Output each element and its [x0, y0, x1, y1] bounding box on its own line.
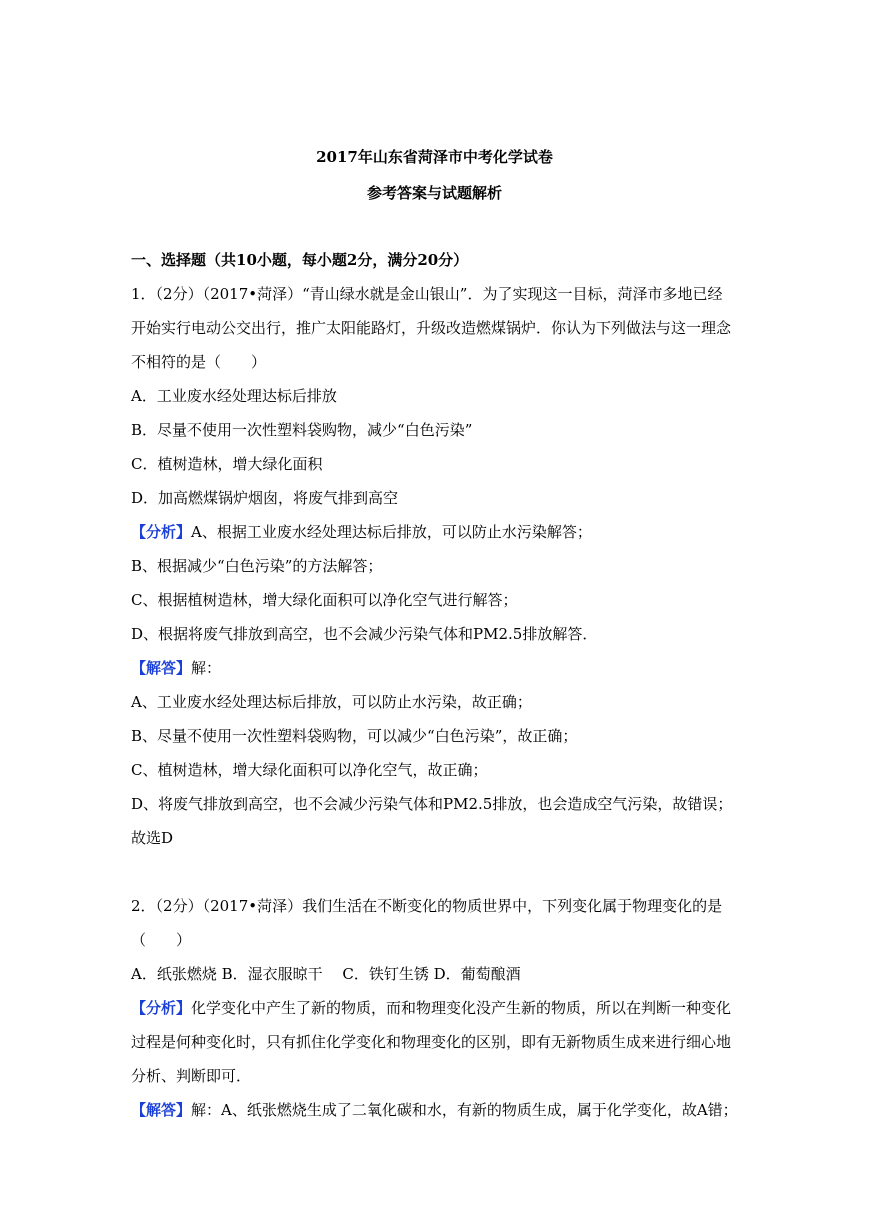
- q2-answer-text-1: 解：A、纸张燃烧生成了二氧化碳和水，有新的物质生成，属于化学变化，故A错；: [191, 1101, 738, 1119]
- q1-conclusion: 故选D: [131, 829, 174, 847]
- q2-analysis-text-1: 化学变化中产生了新的物质，而和物理变化没产生新的物质，所以在判断一种变化: [191, 999, 732, 1017]
- q1-analysis-tag: 【分析】: [131, 523, 192, 541]
- q1-option-d: D．加高燃煤锅炉烟囱，将废气排到高空: [131, 489, 399, 507]
- q1-stem-line-3: 不相符的是（ ）: [131, 353, 267, 371]
- q1-option-a: A．工业废水经处理达标后排放: [131, 387, 337, 405]
- q1-answer-line-3: C、植树造林，增大绿化面积可以净化空气，故正确；: [131, 761, 488, 779]
- q2-answer-line-1: [131, 1100, 741, 1120]
- section-heading: 一、选择题（共10小题，每小题2分，满分20分）: [131, 251, 469, 269]
- q1-answer-line-4: D、将废气排放到高空，也不会减少污染气体和PM2.5排放，也会造成空气污染，故错误；: [131, 795, 733, 813]
- q2-analysis-line-3: 分析、判断即可．: [131, 1067, 252, 1085]
- q1-analysis-text-1: A、根据工业废水经处理达标后排放，可以防止水污染解答；: [191, 523, 592, 541]
- q1-answer-lead: 解：: [191, 659, 222, 677]
- q1-analysis-line-4: D、根据将废气排放到高空，也不会减少污染气体和PM2.5排放解答．: [131, 625, 598, 643]
- q1-answer-header: [131, 658, 741, 678]
- document-title: 2017年山东省菏泽市中考化学试卷: [316, 148, 553, 166]
- document-subtitle: 参考答案与试题解析: [366, 184, 502, 202]
- q2-options: A．纸张燃烧 B．湿衣服晾干 C．铁钉生锈 D．葡萄酿酒: [131, 965, 521, 983]
- q2-stem-line-1: 2．（2分）（2017•菏泽）我们生活在不断变化的物质世界中，下列变化属于物理变化的是: [131, 897, 723, 915]
- q1-option-b: B．尽量不使用一次性塑料袋购物，减少“白色污染”: [131, 421, 473, 439]
- q2-answer-tag: 【解答】: [131, 1101, 192, 1119]
- q1-stem-line-1: 1．（2分）（2017•菏泽）“青山绿水就是金山银山”．为了实现这一目标，菏泽市多地已经: [131, 285, 723, 303]
- q2-analysis-line-2: 过程是何种变化时，只有抓住化学变化和物理变化的区别，即有无新物质生成来进行细心地: [131, 1033, 732, 1051]
- q1-answer-line-2: B、尽量不使用一次性塑料袋购物，可以减少“白色污染”，故正确；: [131, 727, 578, 745]
- q2-analysis-tag: 【分析】: [131, 999, 192, 1017]
- q1-analysis-line-3: C、根据植树造林，增大绿化面积可以净化空气进行解答；: [131, 591, 518, 609]
- q1-analysis-line-2: B、根据减少“白色污染”的方法解答；: [131, 557, 383, 575]
- q1-stem-line-2: 开始实行电动公交出行，推广太阳能路灯，升级改造燃煤锅炉．你认为下列做法与这一理念: [131, 319, 732, 337]
- q1-answer-tag: 【解答】: [131, 659, 192, 677]
- q2-stem-line-2: （ ）: [131, 931, 192, 949]
- q2-analysis-line-1: [131, 998, 741, 1018]
- q1-answer-line-1: A、工业废水经处理达标后排放，可以防止水污染，故正确；: [131, 693, 532, 711]
- q1-analysis-line-1: [131, 522, 741, 542]
- q1-option-c: C．植树造林，增大绿化面积: [131, 455, 323, 473]
